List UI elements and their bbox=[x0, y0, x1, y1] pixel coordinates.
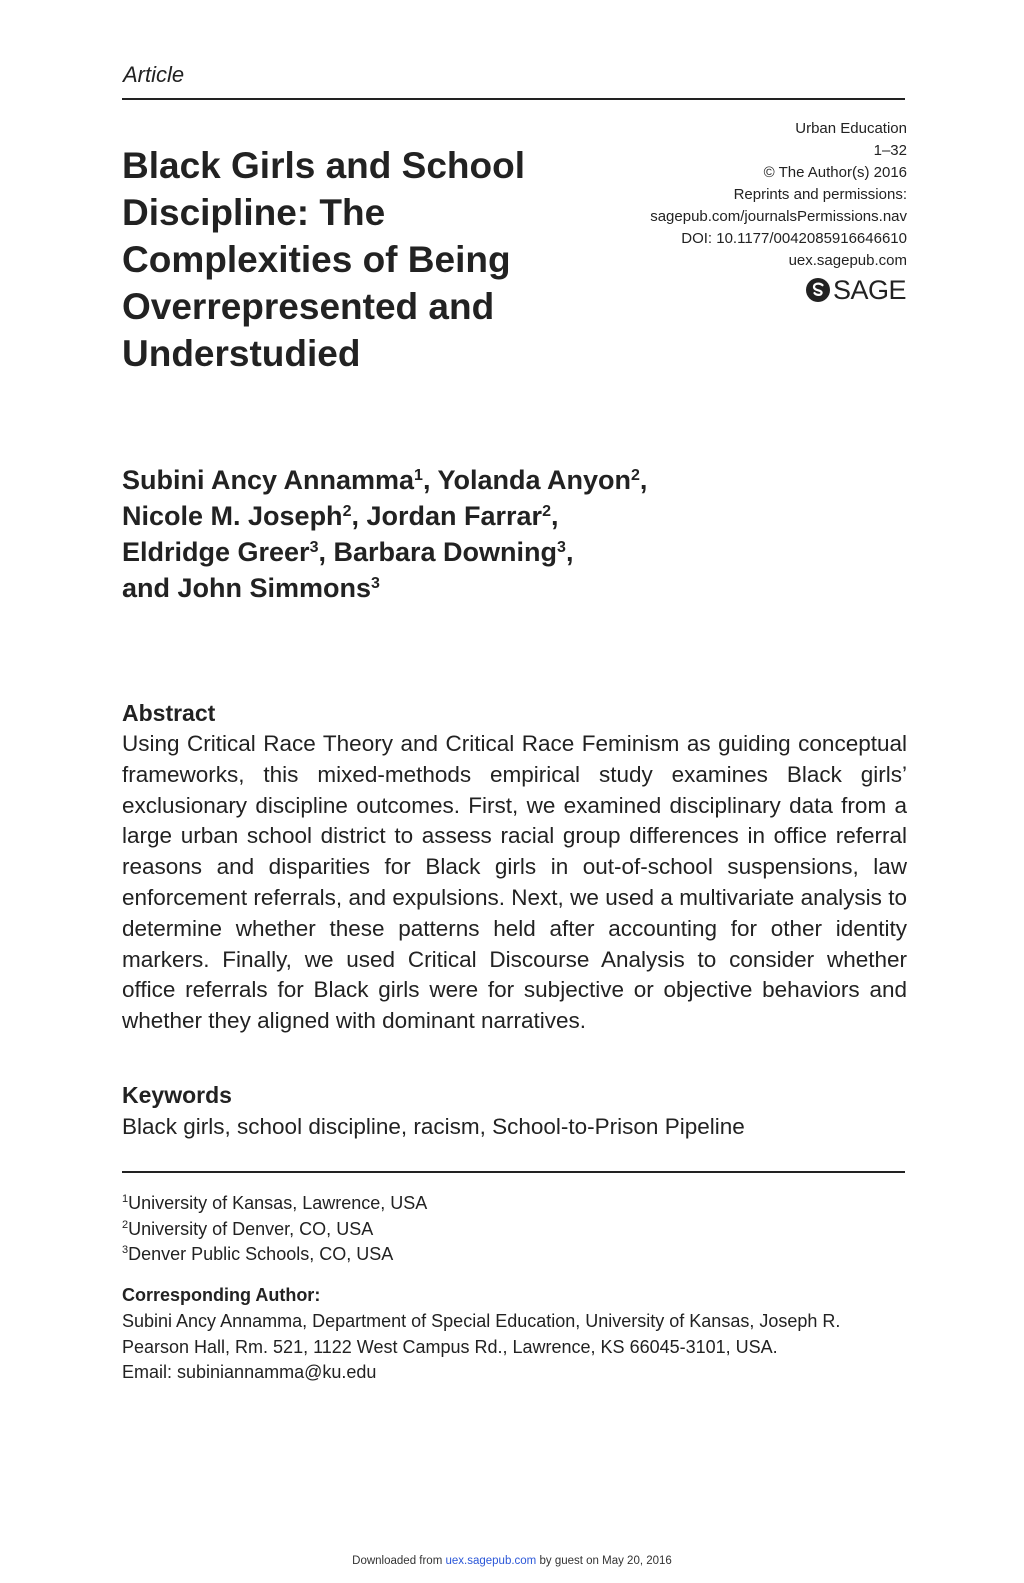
affiliation-number: 1 bbox=[122, 1193, 129, 1205]
author-affiliation-mark: 1 bbox=[414, 467, 423, 484]
author-affiliation-mark: 3 bbox=[309, 539, 319, 556]
author-affiliation-mark: 2 bbox=[542, 503, 551, 520]
keywords-heading: Keywords bbox=[122, 1082, 232, 1108]
download-notice: Downloaded from uex.sagepub.com by guest on May 20, 2016 bbox=[352, 1555, 672, 1567]
affiliation-number: 2 bbox=[122, 1218, 129, 1231]
header-rule bbox=[122, 98, 905, 100]
copyright-line: © The Author(s) 2016 bbox=[763, 164, 907, 181]
permissions-url[interactable]: sagepub.com/journalsPermissions.nav bbox=[650, 208, 907, 225]
author-name: Yolanda Anyon bbox=[437, 465, 631, 495]
sage-wordmark: SAGE bbox=[832, 274, 906, 305]
affiliation-list bbox=[122, 1191, 722, 1268]
journal-info bbox=[560, 118, 907, 272]
corresponding-address-line: Subini Ancy Annamma, Department of Special Education, University of Kansas, Joseph R. bbox=[122, 1311, 841, 1331]
page-range: 1–32 bbox=[873, 142, 907, 159]
article-type-label: Article bbox=[123, 62, 185, 87]
article-title: Black Girls and School Discipline: The Complexities of Being Overrepresented and Understudied bbox=[122, 145, 526, 374]
author-line-3: Eldridge Greer$^3$, Barbara Downing$^3$, bbox=[122, 537, 574, 567]
author-affiliation-mark: 2 bbox=[342, 503, 352, 520]
sage-logo bbox=[800, 272, 906, 308]
corresponding-author-details bbox=[122, 1309, 882, 1386]
author-affiliation-mark: 2 bbox=[630, 467, 640, 484]
affiliation-item: $^3$Denver Public Schools, CO, USA bbox=[122, 1244, 394, 1264]
doi-line[interactable]: DOI: 10.1177/0042085916646610 bbox=[681, 230, 907, 247]
footnote-rule bbox=[122, 1171, 905, 1173]
author-affiliation-mark: 3 bbox=[557, 539, 566, 556]
author-line-1: Subini Ancy Annamma$^1$, Yolanda Anyon$^2$, bbox=[122, 465, 648, 495]
journal-site[interactable]: uex.sagepub.com bbox=[788, 252, 907, 269]
corresponding-email[interactable]: Email: subiniannamma@ku.edu bbox=[122, 1362, 377, 1382]
author-name: and John Simmons bbox=[122, 573, 372, 603]
abstract-text: Using Critical Race Theory and Critical Race Feminism as guiding conceptual frameworks, this mixed-methods empirical study examines Black girls’ exclusionary discipline outcomes. First, we examined disciplinary data from a large urban school district to assess racial group differences in office referral reasons and disparities for Black girls in out-of-school suspensions, law enforcement referrals, and expulsions. Next, we used a multivariate analysis to determine whether these patterns held after accounting for other identity markers. Finally, we used Critical Discourse Analysis to consider whether office referrals for Black girls were for subjective or objective behaviors and whether they aligned with dominant narratives. bbox=[122, 731, 907, 1034]
corresponding-address-line: Pearson Hall, Rm. 521, 1122 West Campus Rd., Lawrence, KS 66045-3101, USA. bbox=[122, 1336, 778, 1357]
download-site-link[interactable]: uex.sagepub.com bbox=[445, 1555, 537, 1567]
author-name: Subini Ancy Annamma bbox=[122, 465, 415, 495]
sage-emblem-icon bbox=[805, 277, 831, 303]
journal-name: Urban Education bbox=[795, 120, 907, 137]
affiliation-number: 3 bbox=[122, 1244, 129, 1256]
reprints-line: Reprints and permissions: bbox=[733, 186, 907, 203]
author-list bbox=[122, 462, 762, 606]
affiliation-item: $^2$University of Denver, CO, USA bbox=[122, 1218, 374, 1239]
author-name: Barbara Downing bbox=[333, 537, 558, 567]
author-name: Eldridge Greer bbox=[122, 537, 310, 567]
abstract-heading: Abstract bbox=[122, 700, 216, 726]
author-name: Jordan Farrar bbox=[366, 501, 543, 531]
keywords-text: Black girls, school discipline, racism, School-to-Prison Pipeline bbox=[122, 1114, 745, 1139]
author-line-2: Nicole M. Joseph$^2$, Jordan Farrar$^2$, bbox=[122, 501, 559, 531]
affiliation-item: $^1$University of Kansas, Lawrence, USA bbox=[122, 1193, 428, 1213]
corresponding-author-heading: Corresponding Author: bbox=[122, 1285, 321, 1305]
author-line-4 bbox=[122, 570, 762, 606]
author-affiliation-mark: 3 bbox=[371, 575, 380, 592]
author-name: Nicole M. Joseph bbox=[122, 501, 343, 531]
